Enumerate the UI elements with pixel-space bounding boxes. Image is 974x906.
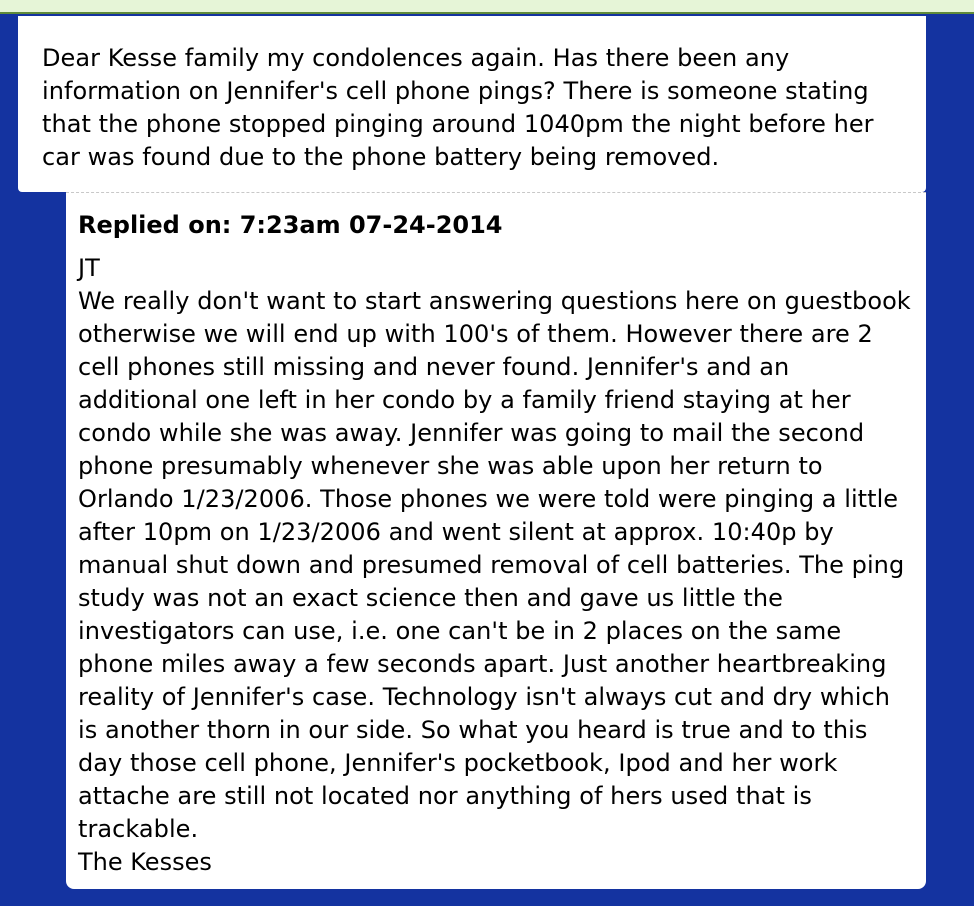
guestbook-entry-text: Dear Kesse family my condolences again. Has there been any information on Jennifer's cell phone pings? There is someone stating that the phone stopped pinging around 1040pm the night before her car was found due to the phone battery being removed. xyxy=(42,44,874,171)
reply-addressee: JT xyxy=(78,254,100,282)
reply-timestamp: Replied on: 7:23am 07-24-2014 xyxy=(78,211,503,239)
top-strip xyxy=(0,0,974,14)
guestbook-entry xyxy=(18,16,926,192)
reply-signature: The Kesses xyxy=(78,848,212,876)
guestbook-reply xyxy=(66,192,926,889)
reply-text: We really don't want to start answering questions here on guestbook otherwise we will end up with 100's of them. However there are 2 cell phones still missing and never found. Jennifer's and an additional one left in her condo by a family friend staying at her condo while she was away. Jennifer was going to mail the second phone presumably whenever she was able upon her return to Orlando 1/23/2006. Those phones we were told were pinging a little after 10pm on 1/23/2006 and went silent at approx. 10:40p by manual shut down and presumed removal of cell batteries. The ping study was not an exact science then and gave us little the investigators can use, i.e. one can't be in 2 places on the same phone miles away a few seconds apart. Just another heartbreaking reality of Jennifer's case. Technology isn't always cut and dry which is another thorn in our side. So what you heard is true and to this day those cell phone, Jennifer's pocketbook, Ipod and her work attache are still not located nor anything of hers used that is trackable. xyxy=(78,287,911,843)
